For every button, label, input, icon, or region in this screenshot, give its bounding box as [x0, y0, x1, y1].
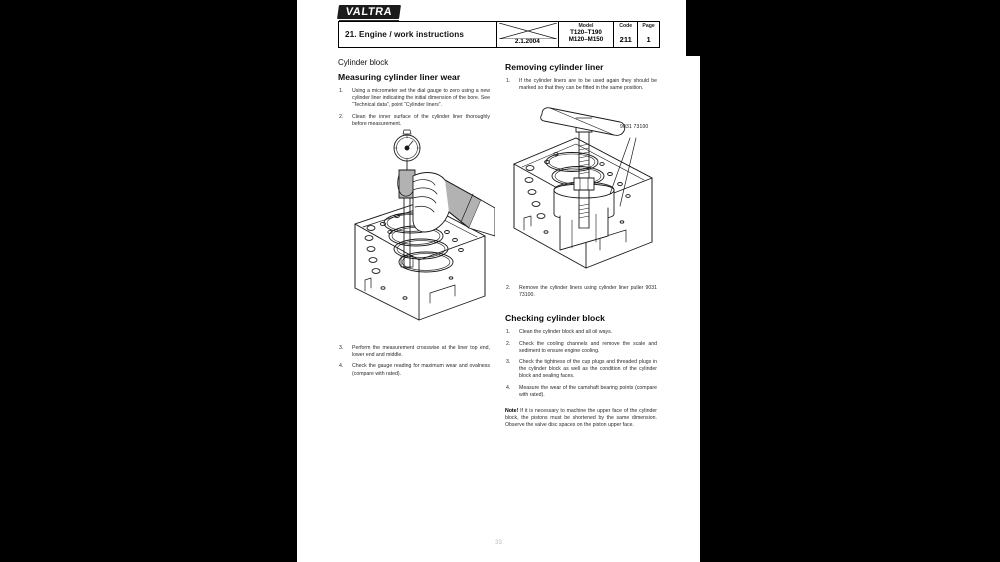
document-header-table	[338, 21, 660, 48]
header-title-cell	[339, 22, 497, 47]
list-item: Measure the wear of the camshaft bearing points (compare with rated).	[519, 384, 657, 398]
heading-removing-cylinder-liner: Removing cylinder liner	[505, 62, 604, 72]
list-item: Check the cooling channels and remove the scale and sediment to ensure engine cooling.	[519, 340, 657, 354]
list-item: If the cylinder liners are to be used again they should be marked so that they can be fitted in the same position.	[519, 78, 657, 92]
list-item: Using a micrometer set the dial gauge to zero using a new cylinder liner indicating the initial dimension of the bore. See “Technical data”, point “Cylinder liners”.	[352, 88, 490, 109]
list-item: Check the tightness of the cup plugs and threaded plugs in the cylinder block as well as the condition of the cylinder block and sealing faces.	[519, 359, 657, 380]
note-label: Note!	[505, 408, 519, 415]
measuring-steps-bottom	[338, 345, 490, 378]
header-date: 2.1.2004	[514, 38, 540, 45]
heading-checking-cylinder-block: Checking cylinder block	[505, 313, 606, 324]
list-item: Check the gauge reading for maximum wear and ovalness (compare with rated).	[352, 363, 490, 377]
removing-steps-top	[505, 78, 657, 92]
note-paragraph	[505, 408, 657, 430]
left-column	[338, 58, 490, 132]
note-text: If it is necessary to machine the upper face of the cylinder block, the pistons must be shortened by the same dimension. Observe the valve disc spaces on the piston upper face.	[505, 408, 657, 429]
crossed-box-icon	[499, 23, 557, 39]
checking-steps	[505, 329, 657, 399]
right-column-lower	[505, 285, 657, 430]
header-page-cell	[638, 22, 659, 47]
header-model-value-2: M120–M150	[568, 36, 604, 43]
right-column	[505, 62, 657, 96]
figure-cylinder-liner-puller	[502, 102, 664, 284]
header-model-label: Model	[578, 23, 594, 29]
list-item: Perform the measurement crosswise at the liner top end, lower end and middle.	[352, 345, 490, 359]
header-page-value: 1	[646, 35, 651, 44]
figure-dial-bore-gauge	[335, 128, 495, 340]
scan-edge-notch	[686, 0, 700, 56]
logo-wordmark: VALTRA	[344, 6, 394, 18]
header-code-cell	[614, 22, 638, 47]
header-model-value-1: T120–T190	[570, 29, 602, 36]
header-date-cell	[497, 22, 559, 47]
section-title: Cylinder block	[338, 58, 389, 67]
list-item: Clean the inner surface of the cylinder liner thoroughly before measurement.	[352, 113, 490, 127]
header-title: 21. Engine / work instructions	[345, 30, 465, 39]
heading-measuring-cylinder-liner-wear: Measuring cylinder liner wear	[338, 72, 461, 82]
footer-page-number: 33	[495, 540, 502, 546]
tool-callout-label: 9031 73100	[620, 124, 649, 130]
dial-bore-gauge-illustration	[335, 128, 495, 340]
header-page-label: Page	[642, 23, 655, 29]
header-model-cell	[559, 22, 615, 47]
left-column-lower	[338, 345, 490, 382]
header-code-label: Code	[619, 23, 633, 29]
removing-steps-bottom	[505, 285, 657, 299]
list-item: Clean the cylinder block and all oil ways.	[519, 329, 613, 336]
list-item: Remove the cylinder liners using cylinder liner puller 9031 73100.	[519, 285, 657, 299]
measuring-steps-top	[338, 88, 490, 128]
valtra-logo	[338, 5, 400, 19]
header-code-value: 211	[619, 35, 632, 44]
document-page	[297, 0, 700, 562]
